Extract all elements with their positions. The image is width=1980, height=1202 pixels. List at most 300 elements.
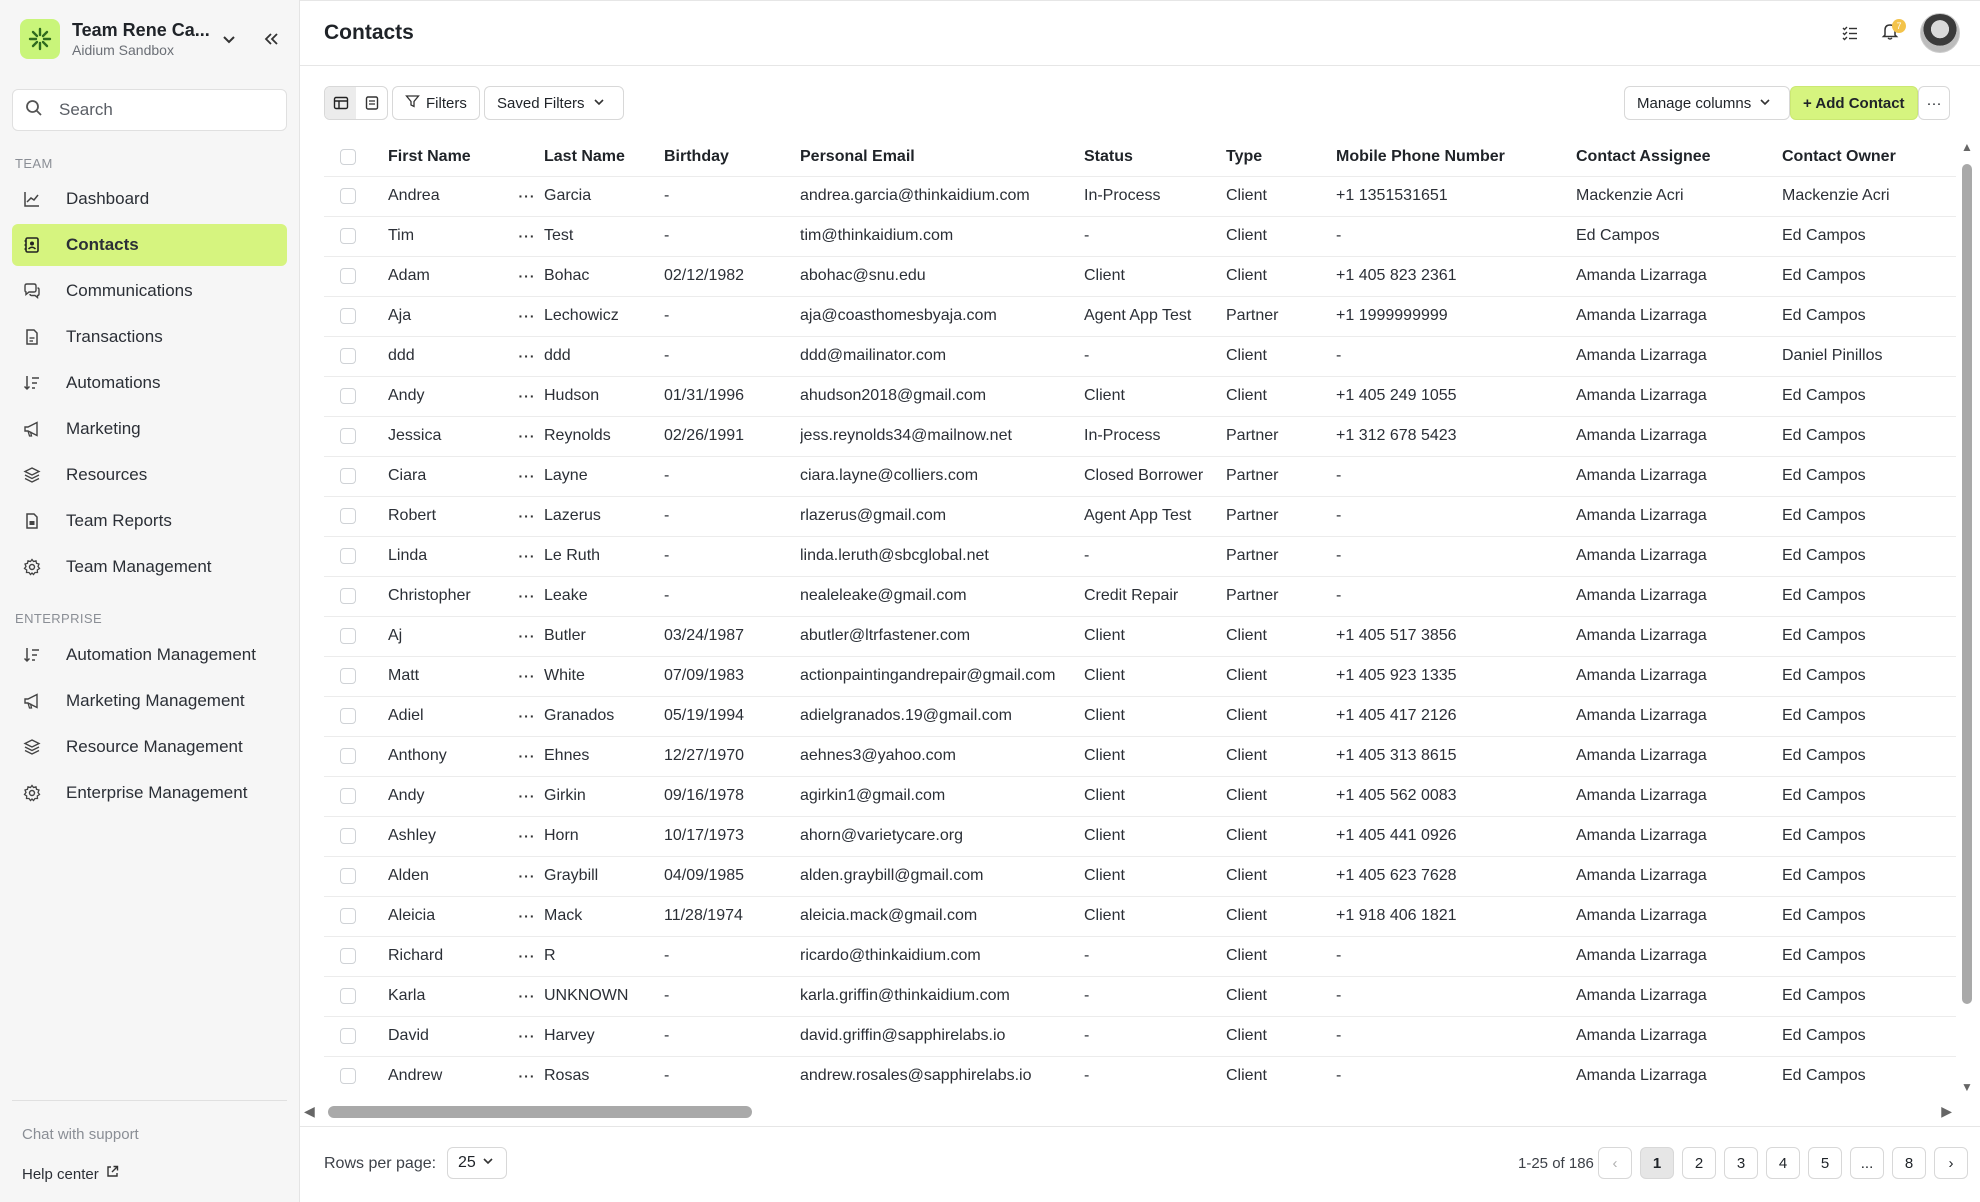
row-actions-icon[interactable]: ···	[510, 816, 544, 856]
table-cell: Karla	[388, 976, 510, 1016]
table-cell: -	[1084, 1016, 1226, 1056]
page-button[interactable]: 3	[1724, 1147, 1758, 1179]
contacts-icon	[22, 235, 42, 255]
layers-icon	[22, 737, 42, 757]
page-button[interactable]: 2	[1682, 1147, 1716, 1179]
table-cell: tim@thinkaidium.com	[800, 216, 1084, 256]
row-checkbox[interactable]	[340, 1028, 356, 1044]
table-cell: nealeleake@gmail.com	[800, 576, 1084, 616]
table-cell: Le Ruth	[544, 536, 664, 576]
collapse-sidebar-icon[interactable]	[258, 28, 284, 50]
table-cell: Client	[1226, 376, 1336, 416]
table-cell: Anthony	[388, 736, 510, 776]
vertical-scroll-thumb[interactable]	[1962, 164, 1972, 1004]
table-cell: Bohac	[544, 256, 664, 296]
megaphone-icon	[22, 419, 42, 439]
table-cell: Girkin	[544, 776, 664, 816]
table-cell: Leake	[544, 576, 664, 616]
scroll-right-icon[interactable]: ▶	[1941, 1103, 1952, 1119]
table-cell: Ed Campos	[1782, 816, 1956, 856]
sidebar-item-label: Marketing	[66, 419, 141, 438]
table-cell: Ed Campos	[1782, 1056, 1956, 1096]
table-row[interactable]	[324, 976, 1956, 1016]
table-cell: Ed Campos	[1782, 496, 1956, 536]
table-cell: Amanda Lizarraga	[1576, 456, 1782, 496]
sidebar-item-enterprise-management[interactable]	[12, 772, 287, 814]
search-box[interactable]	[12, 89, 287, 131]
table-cell: Ed Campos	[1782, 456, 1956, 496]
column-header[interactable]: First Name	[388, 147, 471, 165]
chevron-down-icon	[1759, 95, 1777, 112]
table-cell: Tim	[388, 216, 510, 256]
team-switcher[interactable]	[20, 18, 284, 60]
sidebar-item-label: Resource Management	[66, 737, 243, 756]
add-contact-label: + Add Contact	[1803, 94, 1905, 112]
row-select-cell[interactable]	[324, 896, 388, 936]
sidebar-item-label: Transactions	[66, 327, 163, 346]
table-cell: Aj	[388, 616, 510, 656]
row-checkbox[interactable]	[340, 948, 356, 964]
view-toggle	[324, 86, 388, 120]
table-cell: Mack	[544, 896, 664, 936]
row-select-cell[interactable]	[324, 696, 388, 736]
column-header[interactable]: Contact Assignee	[1576, 147, 1711, 165]
table-row[interactable]	[324, 216, 1956, 256]
table-view-icon[interactable]	[325, 87, 356, 119]
page-ellipsis[interactable]: ...	[1850, 1147, 1884, 1179]
row-checkbox[interactable]	[340, 588, 356, 604]
table-cell: Client	[1084, 856, 1226, 896]
select-all-cell[interactable]	[324, 138, 388, 176]
row-checkbox[interactable]	[340, 788, 356, 804]
table-row[interactable]	[324, 616, 1956, 656]
table-cell: -	[1336, 456, 1576, 496]
saved-filters-button[interactable]	[484, 86, 624, 120]
table-cell: +1 918 406 1821	[1336, 896, 1576, 936]
add-contact-button[interactable]	[1790, 86, 1918, 120]
row-checkbox[interactable]	[340, 268, 356, 284]
row-checkbox[interactable]	[340, 988, 356, 1004]
row-actions-icon[interactable]: ···	[510, 696, 544, 736]
table-cell: Rosas	[544, 1056, 664, 1096]
row-checkbox[interactable]	[340, 188, 356, 204]
table-row[interactable]	[324, 696, 1956, 736]
table-cell: White	[544, 656, 664, 696]
prev-page-button[interactable]: ‹	[1598, 1147, 1632, 1179]
table-cell: Ed Campos	[1782, 776, 1956, 816]
row-select-cell[interactable]	[324, 416, 388, 456]
column-header[interactable]: Birthday	[664, 147, 729, 165]
table-cell: rlazerus@gmail.com	[800, 496, 1084, 536]
row-checkbox[interactable]	[340, 308, 356, 324]
row-checkbox[interactable]	[340, 508, 356, 524]
table-cell: +1 405 623 7628	[1336, 856, 1576, 896]
table-row[interactable]	[324, 416, 1956, 456]
table-cell: Aja	[388, 296, 510, 336]
table-cell: ddd	[544, 336, 664, 376]
row-actions-icon[interactable]: ···	[510, 576, 544, 616]
row-actions-icon[interactable]: ···	[510, 616, 544, 656]
scroll-up-icon[interactable]: ▲	[1961, 140, 1973, 154]
table-cell: Lazerus	[544, 496, 664, 536]
table-row[interactable]	[324, 296, 1956, 336]
table-cell: +1 1351531651	[1336, 176, 1576, 216]
horizontal-scroll-thumb[interactable]	[328, 1106, 752, 1118]
sidebar-item-label: Marketing Management	[66, 691, 245, 710]
table-cell: -	[1084, 1056, 1226, 1096]
table-cell: -	[1336, 216, 1576, 256]
filters-label: Filters	[426, 94, 467, 112]
row-checkbox[interactable]	[340, 828, 356, 844]
column-header[interactable]: Personal Email	[800, 147, 915, 165]
table-row[interactable]	[324, 536, 1956, 576]
page-button[interactable]: 4	[1766, 1147, 1800, 1179]
table-cell: +1 312 678 5423	[1336, 416, 1576, 456]
table-cell: adielgranados.19@gmail.com	[800, 696, 1084, 736]
row-checkbox[interactable]	[340, 868, 356, 884]
sidebar-item-marketing[interactable]	[12, 408, 287, 450]
scroll-down-icon[interactable]: ▼	[1961, 1080, 1973, 1094]
rows-per-page-select[interactable]	[447, 1147, 507, 1179]
table-cell: UNKNOWN	[544, 976, 664, 1016]
table-cell: karla.griffin@thinkaidium.com	[800, 976, 1084, 1016]
row-actions-icon[interactable]: ···	[510, 976, 544, 1016]
select-all-checkbox[interactable]	[340, 149, 356, 165]
sidebar-item-automations[interactable]	[12, 362, 287, 404]
row-select-cell[interactable]	[324, 776, 388, 816]
sidebar-item-dashboard[interactable]	[12, 178, 287, 220]
table-cell: Client	[1226, 936, 1336, 976]
row-actions-icon[interactable]: ···	[510, 776, 544, 816]
sidebar-item-label: Dashboard	[66, 189, 150, 208]
chevron-down-icon[interactable]	[220, 30, 238, 48]
page-button[interactable]: 8	[1892, 1147, 1926, 1179]
row-actions-icon[interactable]: ···	[510, 216, 544, 256]
table-cell: -	[1336, 936, 1576, 976]
table-row[interactable]	[324, 936, 1956, 976]
row-actions-icon[interactable]: ···	[510, 736, 544, 776]
column-header[interactable]: Type	[1226, 147, 1263, 165]
chat-icon	[22, 281, 42, 301]
row-checkbox[interactable]	[340, 708, 356, 724]
row-actions-icon[interactable]: ···	[510, 656, 544, 696]
table-cell: Aleicia	[388, 896, 510, 936]
table-cell: -	[664, 976, 800, 1016]
table-cell: -	[664, 576, 800, 616]
layers-icon	[22, 465, 42, 485]
table-cell: Amanda Lizarraga	[1576, 1016, 1782, 1056]
table-cell: 02/26/1991	[664, 416, 800, 456]
table-cell: Client	[1226, 1016, 1336, 1056]
table-cell: +1 1999999999	[1336, 296, 1576, 336]
table-cell: Horn	[544, 816, 664, 856]
sort-icon	[22, 645, 42, 665]
column-header[interactable]: Contact Owner	[1782, 147, 1896, 165]
table-cell: Ed Campos	[1782, 536, 1956, 576]
table-cell: 04/09/1985	[664, 856, 800, 896]
table-cell: Client	[1226, 736, 1336, 776]
table-cell: Agent App Test	[1084, 296, 1226, 336]
rows-per-page-label: Rows per page:	[324, 1155, 437, 1172]
rows-per-page-value: 25	[458, 1154, 476, 1171]
table-row[interactable]	[324, 1016, 1956, 1056]
table-cell: Client	[1084, 256, 1226, 296]
horizontal-scrollbar[interactable]	[304, 1102, 1952, 1120]
row-actions-icon[interactable]: ···	[510, 376, 544, 416]
row-select-cell[interactable]	[324, 616, 388, 656]
row-actions-icon[interactable]: ···	[510, 176, 544, 216]
table-row[interactable]	[324, 896, 1956, 936]
table-cell: 07/09/1983	[664, 656, 800, 696]
column-header[interactable]: Last Name	[544, 147, 625, 165]
avatar[interactable]	[1920, 13, 1960, 53]
page-button[interactable]: 5	[1808, 1147, 1842, 1179]
row-select-cell[interactable]	[324, 736, 388, 776]
table-cell: Credit Repair	[1084, 576, 1226, 616]
row-checkbox[interactable]	[340, 428, 356, 444]
table-cell: 02/12/1982	[664, 256, 800, 296]
table-row[interactable]	[324, 1056, 1956, 1096]
table-row[interactable]	[324, 856, 1956, 896]
sidebar-footer	[12, 1100, 287, 1189]
row-checkbox[interactable]	[340, 548, 356, 564]
row-select-cell[interactable]	[324, 456, 388, 496]
row-actions-icon[interactable]: ···	[510, 456, 544, 496]
table-cell: Ed Campos	[1782, 896, 1956, 936]
table-cell: Amanda Lizarraga	[1576, 736, 1782, 776]
row-actions-icon[interactable]: ···	[510, 856, 544, 896]
table-cell: Amanda Lizarraga	[1576, 856, 1782, 896]
table-row[interactable]	[324, 256, 1956, 296]
table-cell: Amanda Lizarraga	[1576, 296, 1782, 336]
page-button[interactable]: 1	[1640, 1147, 1674, 1179]
table-cell: -	[664, 1016, 800, 1056]
notifications-button[interactable]	[1870, 13, 1910, 53]
row-checkbox[interactable]	[340, 468, 356, 484]
table-cell: Client	[1226, 1056, 1336, 1096]
table-cell: Amanda Lizarraga	[1576, 416, 1782, 456]
sidebar-item-label: Communications	[66, 281, 193, 300]
row-select-cell[interactable]	[324, 1056, 388, 1096]
table-row[interactable]	[324, 456, 1956, 496]
table-row[interactable]	[324, 496, 1956, 536]
chat-support-link[interactable]: Chat with support	[22, 1126, 139, 1143]
row-select-cell[interactable]	[324, 256, 388, 296]
sidebar-item-contacts[interactable]	[12, 224, 287, 266]
row-actions-icon[interactable]: ···	[510, 416, 544, 456]
sidebar-item-transactions[interactable]	[12, 316, 287, 358]
table-cell: agirkin1@gmail.com	[800, 776, 1084, 816]
row-actions-icon[interactable]: ···	[510, 936, 544, 976]
row-checkbox[interactable]	[340, 628, 356, 644]
tasks-icon[interactable]	[1830, 13, 1870, 53]
table-cell: Ed Campos	[1782, 856, 1956, 896]
search-icon	[25, 99, 43, 122]
more-options-button[interactable]	[1918, 86, 1950, 120]
row-select-cell[interactable]	[324, 656, 388, 696]
table-cell: In-Process	[1084, 176, 1226, 216]
sidebar-item-resources[interactable]	[12, 454, 287, 496]
enterprise-nav	[12, 634, 287, 818]
sidebar-item-resource-management[interactable]	[12, 726, 287, 768]
row-actions-icon[interactable]: ···	[510, 496, 544, 536]
manage-columns-label: Manage columns	[1637, 94, 1752, 112]
row-actions-icon[interactable]: ···	[510, 536, 544, 576]
table-cell: Linda	[388, 536, 510, 576]
gear-icon	[22, 557, 42, 577]
next-page-button[interactable]: ›	[1934, 1147, 1968, 1179]
row-actions-icon[interactable]: ···	[510, 336, 544, 376]
row-select-cell[interactable]	[324, 936, 388, 976]
sort-icon	[22, 373, 42, 393]
saved-filters-label: Saved Filters	[497, 94, 585, 112]
table-cell: Ed Campos	[1576, 216, 1782, 256]
table-cell: Client	[1084, 616, 1226, 656]
table-cell: Andrew	[388, 1056, 510, 1096]
table-cell: ddd	[388, 336, 510, 376]
table-cell: Client	[1084, 656, 1226, 696]
table-cell: 03/24/1987	[664, 616, 800, 656]
table-row[interactable]	[324, 816, 1956, 856]
sidebar-item-automation-management[interactable]	[12, 634, 287, 676]
row-checkbox[interactable]	[340, 388, 356, 404]
row-checkbox[interactable]	[340, 668, 356, 684]
column-header[interactable]: Status	[1084, 147, 1133, 165]
scroll-left-icon[interactable]: ◀	[304, 1103, 315, 1119]
table-cell: Alden	[388, 856, 510, 896]
table-cell: Partner	[1226, 536, 1336, 576]
table-cell: Ed Campos	[1782, 696, 1956, 736]
table-cell: -	[1336, 1056, 1576, 1096]
table-cell: Lechowicz	[544, 296, 664, 336]
table-cell: Client	[1084, 376, 1226, 416]
table-row[interactable]	[324, 776, 1956, 816]
search-input[interactable]	[59, 100, 269, 120]
sidebar-item-label: Resources	[66, 465, 148, 484]
table-cell: -	[1336, 576, 1576, 616]
table-cell: Amanda Lizarraga	[1576, 776, 1782, 816]
table-cell: Client	[1084, 776, 1226, 816]
sidebar-item-marketing-management[interactable]	[12, 680, 287, 722]
table-cell: Amanda Lizarraga	[1576, 656, 1782, 696]
table-cell: Granados	[544, 696, 664, 736]
team-section-label: TEAM	[15, 156, 53, 171]
row-select-cell[interactable]	[324, 576, 388, 616]
card-view-icon[interactable]	[356, 87, 387, 119]
table-cell: -	[1084, 336, 1226, 376]
row-select-cell[interactable]	[324, 536, 388, 576]
sidebar-item-label: Team Management	[66, 557, 212, 576]
table-cell: actionpaintingandrepair@gmail.com	[800, 656, 1084, 696]
row-checkbox[interactable]	[340, 1068, 356, 1084]
table-cell: Ed Campos	[1782, 936, 1956, 976]
enterprise-section-label: ENTERPRISE	[15, 611, 103, 626]
row-actions-icon[interactable]: ···	[510, 1016, 544, 1056]
row-checkbox[interactable]	[340, 228, 356, 244]
table-row[interactable]	[324, 656, 1956, 696]
table-cell: aja@coasthomesbyaja.com	[800, 296, 1084, 336]
row-select-cell[interactable]	[324, 216, 388, 256]
report-icon	[22, 511, 42, 531]
table-cell: Partner	[1226, 456, 1336, 496]
row-checkbox[interactable]	[340, 908, 356, 924]
table-cell: 01/31/1996	[664, 376, 800, 416]
table-cell: Client	[1226, 256, 1336, 296]
sidebar	[0, 0, 300, 1202]
table-cell: Amanda Lizarraga	[1576, 936, 1782, 976]
row-checkbox[interactable]	[340, 348, 356, 364]
row-actions-icon[interactable]: ···	[510, 1056, 544, 1096]
table-cell: -	[664, 936, 800, 976]
table-cell: 12/27/1970	[664, 736, 800, 776]
row-select-cell[interactable]	[324, 296, 388, 336]
row-select-cell[interactable]	[324, 496, 388, 536]
table-cell: +1 405 417 2126	[1336, 696, 1576, 736]
table-row[interactable]	[324, 176, 1956, 216]
table-cell: jess.reynolds34@mailnow.net	[800, 416, 1084, 456]
row-select-cell[interactable]	[324, 176, 388, 216]
team-nav	[12, 178, 287, 592]
table-cell: Test	[544, 216, 664, 256]
sidebar-item-team-reports[interactable]	[12, 500, 287, 542]
table-cell: 09/16/1978	[664, 776, 800, 816]
table-row[interactable]	[324, 576, 1956, 616]
sidebar-item-communications[interactable]	[12, 270, 287, 312]
table-cell: Ciara	[388, 456, 510, 496]
table-cell: Client	[1226, 696, 1336, 736]
table-cell: Amanda Lizarraga	[1576, 336, 1782, 376]
table-cell: Amanda Lizarraga	[1576, 1056, 1782, 1096]
more-horizontal-icon: ···	[1926, 94, 1942, 112]
row-select-cell[interactable]	[324, 816, 388, 856]
table-cell: Agent App Test	[1084, 496, 1226, 536]
table-cell: -	[1084, 536, 1226, 576]
row-select-cell[interactable]	[324, 1016, 388, 1056]
table-cell: Ed Campos	[1782, 616, 1956, 656]
row-actions-icon[interactable]: ···	[510, 896, 544, 936]
sidebar-item-team-management[interactable]	[12, 546, 287, 588]
column-header[interactable]: Mobile Phone Number	[1336, 147, 1505, 165]
manage-columns-button[interactable]	[1624, 86, 1790, 120]
table-cell: Ashley	[388, 816, 510, 856]
help-center-link[interactable]	[12, 1161, 287, 1189]
top-bar	[300, 0, 1980, 66]
megaphone-icon	[22, 691, 42, 711]
table-row[interactable]	[324, 376, 1956, 416]
row-select-cell[interactable]	[324, 856, 388, 896]
table-cell: -	[664, 536, 800, 576]
table-cell: 11/28/1974	[664, 896, 800, 936]
row-select-cell[interactable]	[324, 976, 388, 1016]
table-row[interactable]	[324, 336, 1956, 376]
table-cell: Mackenzie Acri	[1782, 176, 1956, 216]
table-row[interactable]	[324, 736, 1956, 776]
table-cell: Partner	[1226, 416, 1336, 456]
table-cell: Andy	[388, 376, 510, 416]
row-select-cell[interactable]	[324, 336, 388, 376]
table-cell: abutler@ltrfastener.com	[800, 616, 1084, 656]
filters-button[interactable]	[392, 86, 480, 120]
row-checkbox[interactable]	[340, 748, 356, 764]
table-cell: linda.leruth@sbcglobal.net	[800, 536, 1084, 576]
row-actions-icon[interactable]: ···	[510, 296, 544, 336]
vertical-scrollbar[interactable]	[1958, 140, 1976, 1094]
table-cell: Partner	[1226, 296, 1336, 336]
table-cell: Ehnes	[544, 736, 664, 776]
row-actions-icon[interactable]: ···	[510, 256, 544, 296]
table-cell: Client	[1226, 656, 1336, 696]
row-select-cell[interactable]	[324, 376, 388, 416]
